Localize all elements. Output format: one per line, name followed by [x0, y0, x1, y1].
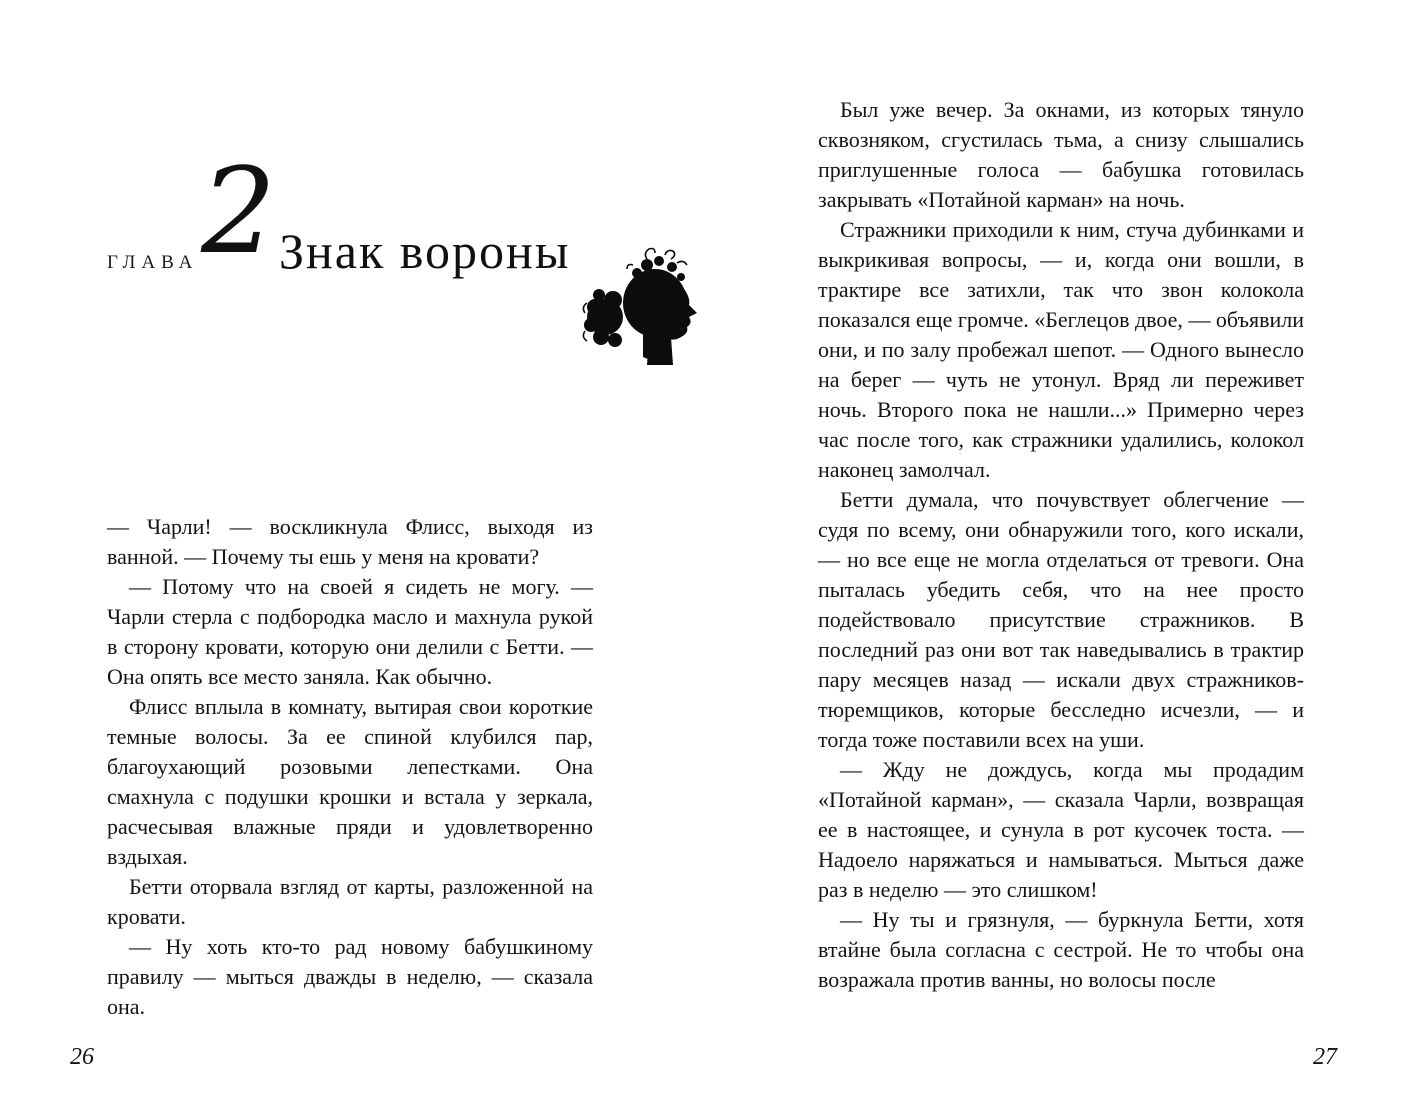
chapter-title: Знак вороны [279, 223, 571, 279]
paragraph: — Чарли! — воскликнула Флисс, выходя из ванной. — Почему ты ешь у меня на кровати? [107, 514, 593, 569]
paragraph: Флисс вплыла в комнату, вытирая свои короткие темные волосы. За ее спиной клубился пар, благоухающий розовыми лепестками. Она смахнула с подушки крошки и встала у зеркала, расчесывая влажные пряди и удовлетворенно вздыхая. [107, 694, 593, 869]
paragraph: Бетти оторвала взгляд от карты, разложенной на кровати. [107, 874, 593, 929]
paragraph: Был уже вечер. За окнами, из которых тянуло сквозняком, сгустилась тьма, а снизу слышались приглушенные голоса — бабушка готовилась закрывать «Потайной карман» на ночь. [818, 97, 1304, 212]
page-number: 27 [1313, 1044, 1337, 1070]
girl-silhouette-icon [577, 245, 707, 375]
paragraph: — Потому что на своей я сидеть не могу. — Чарли стерла с подбородка масло и махнула рукой в сторону кровати, которую они делили с Бетти. — Она опять все место заняла. Как обычно. [107, 574, 593, 689]
paragraph: — Жду не дождусь, когда мы продадим «Потайной карман», — сказала Чарли, возвращая ее в настоящее, и сунула в рот кусочек тоста. — Надоело наряжаться и намываться. Мыться даже раз в неделю — это слишком! [818, 757, 1304, 902]
paragraph: — Ну ты и грязнуля, — буркнула Бетти, хотя втайне была согласна с сестрой. Не то чтобы она возражала против ванны, но волосы после [818, 907, 1304, 992]
paragraph: Стражники приходили к ним, стуча дубинками и выкрикивая вопросы, — и, когда они вошли, в трактире все затихли, так что звон колокола показался еще громче. «Беглецов двое, — объявили они, и по залу пробежал шепот. — Одного вынесло на берег — чуть не утонул. Вряд ли переживет ночь. Второго пока не нашли...» Примерно через час после того, как стражники удалились, колокол наконец замолчал. [818, 217, 1304, 482]
right-page-text [818, 95, 1304, 995]
paragraph: Бетти думала, что почувствует облегчение — судя по всему, они обнаружили того, кого искали, — но все еще не могла отделаться от тревоги. Она пыталась убедить себя, что на нее просто подействовало присутствие стражников. В последний раз они вот так наведывались в трактир пару месяцев назад — искали двух стражников-тюремщиков, которые бесследно исчезли, — и тогда тоже поставили всех на уши. [818, 487, 1304, 752]
chapter-heading [107, 142, 667, 290]
paragraph: — Ну хоть кто-то рад новому бабушкиному правилу — мыться дважды в неделю, — сказала она. [107, 934, 593, 1019]
chapter-word: ГЛАВА [107, 252, 199, 273]
right-page [705, 0, 1410, 1117]
chapter-number: 2 [201, 142, 277, 280]
left-page-text [107, 512, 593, 1022]
page-number: 26 [70, 1044, 94, 1070]
